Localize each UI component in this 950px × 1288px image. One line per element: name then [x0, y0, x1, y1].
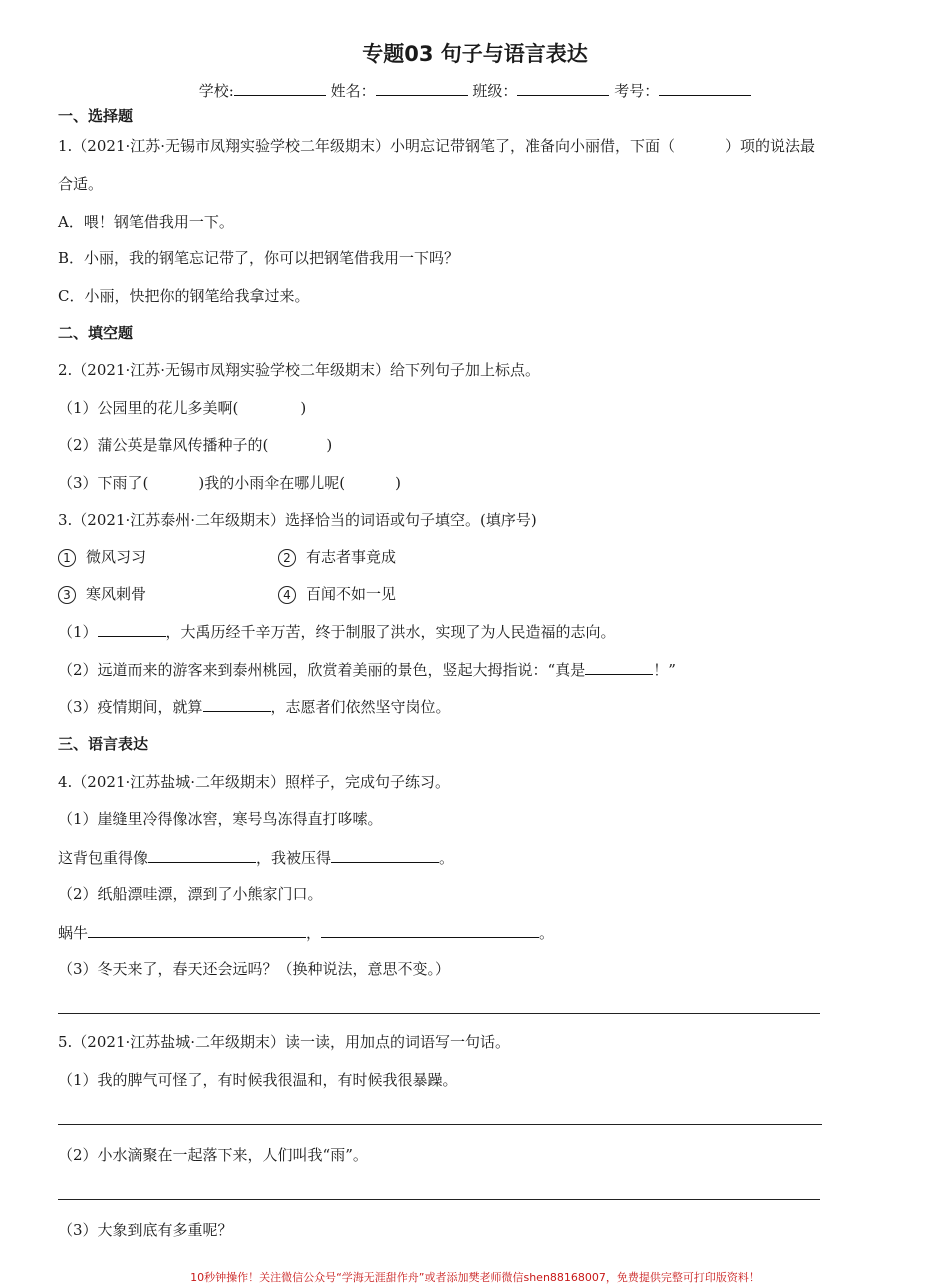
q4-answer-2-text: 蜗牛 — [58, 924, 89, 942]
q2-stem: 2.（2021·江苏·无锡市凤翔实验学校二年级期末）给下列句子加上标点。 — [58, 361, 541, 379]
student-info-header — [0, 80, 950, 101]
q4-answer-2-end: 。 — [539, 924, 555, 942]
class-label: 班级： — [472, 82, 518, 100]
q3-sentence-2-tail: ！” — [653, 661, 676, 679]
q3-sentence-3-blank[interactable] — [203, 696, 271, 712]
q3-sentence-1-blank[interactable] — [98, 621, 166, 637]
q2-item-1-text: （1）公园里的花儿多美啊( — [58, 399, 239, 417]
q2-item-3-close: ) — [395, 474, 401, 492]
name-blank[interactable] — [376, 80, 468, 96]
school-blank[interactable] — [234, 80, 326, 96]
name-label: 姓名： — [330, 82, 376, 100]
q2-item-2 — [58, 435, 332, 455]
section-heading-expression: 三、语言表达 — [58, 735, 149, 753]
q5-answer-2-line[interactable] — [58, 1199, 820, 1200]
q4-answer-1-blank-a[interactable] — [148, 847, 256, 863]
q5-stem: 5.（2021·江苏盐城·二年级期末）读一读，用加点的词语写一句话。 — [58, 1033, 511, 1051]
q4-answer-2-comma: ， — [306, 924, 322, 942]
q1-stem — [58, 136, 815, 156]
q2-item-3 — [58, 473, 401, 493]
q3-sentence-2-blank[interactable] — [585, 659, 653, 675]
section-heading-fill: 二、填空题 — [58, 324, 134, 342]
q1-option-a: A．喂！钢笔借我用一下。 — [58, 213, 234, 231]
q4-example-3: （3）冬天来了，春天还会远吗？（换种说法，意思不变。） — [58, 960, 451, 978]
q2-item-2-close: ) — [326, 436, 333, 454]
q3-stem: 3.（2021·江苏泰州·二年级期末）选择恰当的词语或句子填空。(填序号) — [58, 511, 537, 529]
q4-answer-1-mid: ，我被压得 — [256, 849, 332, 867]
q4-answer-2-blank-b[interactable] — [321, 922, 539, 938]
q2-item-2-text: （2）蒲公英是靠风传播种子的( — [58, 436, 269, 454]
q3-option-1 — [58, 547, 146, 567]
q3-option-2 — [278, 547, 396, 567]
footer-note: 10秒钟操作！关注微信公众号“学海无涯甜作舟”或者添加樊老师微信shen88168007，免费提供完整可打印版资料！ — [190, 1271, 760, 1284]
q3-sentence-1-num: （1） — [58, 623, 98, 641]
q4-answer-1-end: 。 — [439, 849, 455, 867]
q5-answer-1-line[interactable] — [58, 1124, 822, 1125]
q3-option-4-text: 百闻不如一见 — [306, 585, 397, 603]
q3-option-3 — [58, 584, 146, 604]
q3-sentence-2-text: （2）远道而来的游客来到泰州桃园，欣赏着美丽的景色，竖起大拇指说：“真是 — [58, 661, 586, 679]
q5-item-3: （3）大象到底有多重呢？ — [58, 1221, 233, 1239]
q3-option-4 — [278, 584, 396, 604]
q4-answer-2-blank-a[interactable] — [88, 922, 306, 938]
q1-stem-text: 1.（2021·江苏·无锡市凤翔实验学校二年级期末）小明忘记带钢笔了，准备向小丽借，下面（ — [58, 137, 676, 155]
q4-answer-1 — [58, 847, 454, 868]
exam-no-label: 考号： — [614, 82, 660, 100]
q3-sentence-1-text: ，大禹历经千辛万苦，终于制服了洪水，实现了为人民造福的志向。 — [165, 623, 616, 641]
q4-example-2: （2）纸船漂哇漂，漂到了小熊家门口。 — [58, 885, 323, 903]
section-heading-choice: 一、选择题 — [58, 107, 134, 125]
q4-answer-1-text: 这背包重得像 — [58, 849, 149, 867]
circled-number-1: 1 — [58, 549, 76, 567]
q1-stem-cont: 合适。 — [58, 175, 104, 193]
circled-number-4: 4 — [278, 586, 296, 604]
q1-option-b: B．小丽，我的钢笔忘记带了，你可以把钢笔借我用一下吗？ — [58, 249, 460, 267]
q1-option-c: C．小丽，快把你的钢笔给我拿过来。 — [58, 287, 310, 305]
q4-example-1: （1）崖缝里冷得像冰窖，寒号鸟冻得直打哆嗦。 — [58, 810, 383, 828]
exam-no-blank[interactable] — [659, 80, 751, 96]
school-label: 学校: — [198, 82, 234, 100]
q2-item-1 — [58, 398, 306, 418]
q3-option-2-text: 有志者事竟成 — [306, 548, 397, 566]
class-blank[interactable] — [517, 80, 609, 96]
q3-sentence-3-tail: ，志愿者们依然坚守岗位。 — [270, 698, 451, 716]
q2-item-3-text-b: )我的小雨伞在哪儿呢( — [198, 474, 346, 492]
page-title: 专题03 句子与语言表达 — [362, 42, 588, 66]
q3-sentence-3-text: （3）疫情期间，就算 — [58, 698, 203, 716]
circled-number-3: 3 — [58, 586, 76, 604]
q3-sentence-1 — [58, 621, 616, 642]
q5-item-2: （2）小水滴聚在一起落下来，人们叫我“雨”。 — [58, 1146, 368, 1164]
q3-option-1-text: 微风习习 — [86, 548, 147, 566]
q5-item-1: （1）我的脾气可怪了，有时候我很温和，有时候我很暴躁。 — [58, 1071, 458, 1089]
q3-option-3-text: 寒风刺骨 — [86, 585, 147, 603]
q1-stem-tail: ）项的说法最 — [725, 137, 816, 155]
q4-answer-1-blank-b[interactable] — [331, 847, 439, 863]
q4-stem: 4.（2021·江苏盐城·二年级期末）照样子，完成句子练习。 — [58, 773, 451, 791]
q2-item-1-close: ) — [300, 399, 307, 417]
circled-number-2: 2 — [278, 549, 296, 567]
q4-answer-2 — [58, 922, 554, 943]
q3-sentence-2 — [58, 659, 676, 680]
q2-item-3-text: （3）下雨了( — [58, 474, 149, 492]
q3-sentence-3 — [58, 696, 451, 717]
q4-answer-3-line[interactable] — [58, 1013, 820, 1014]
